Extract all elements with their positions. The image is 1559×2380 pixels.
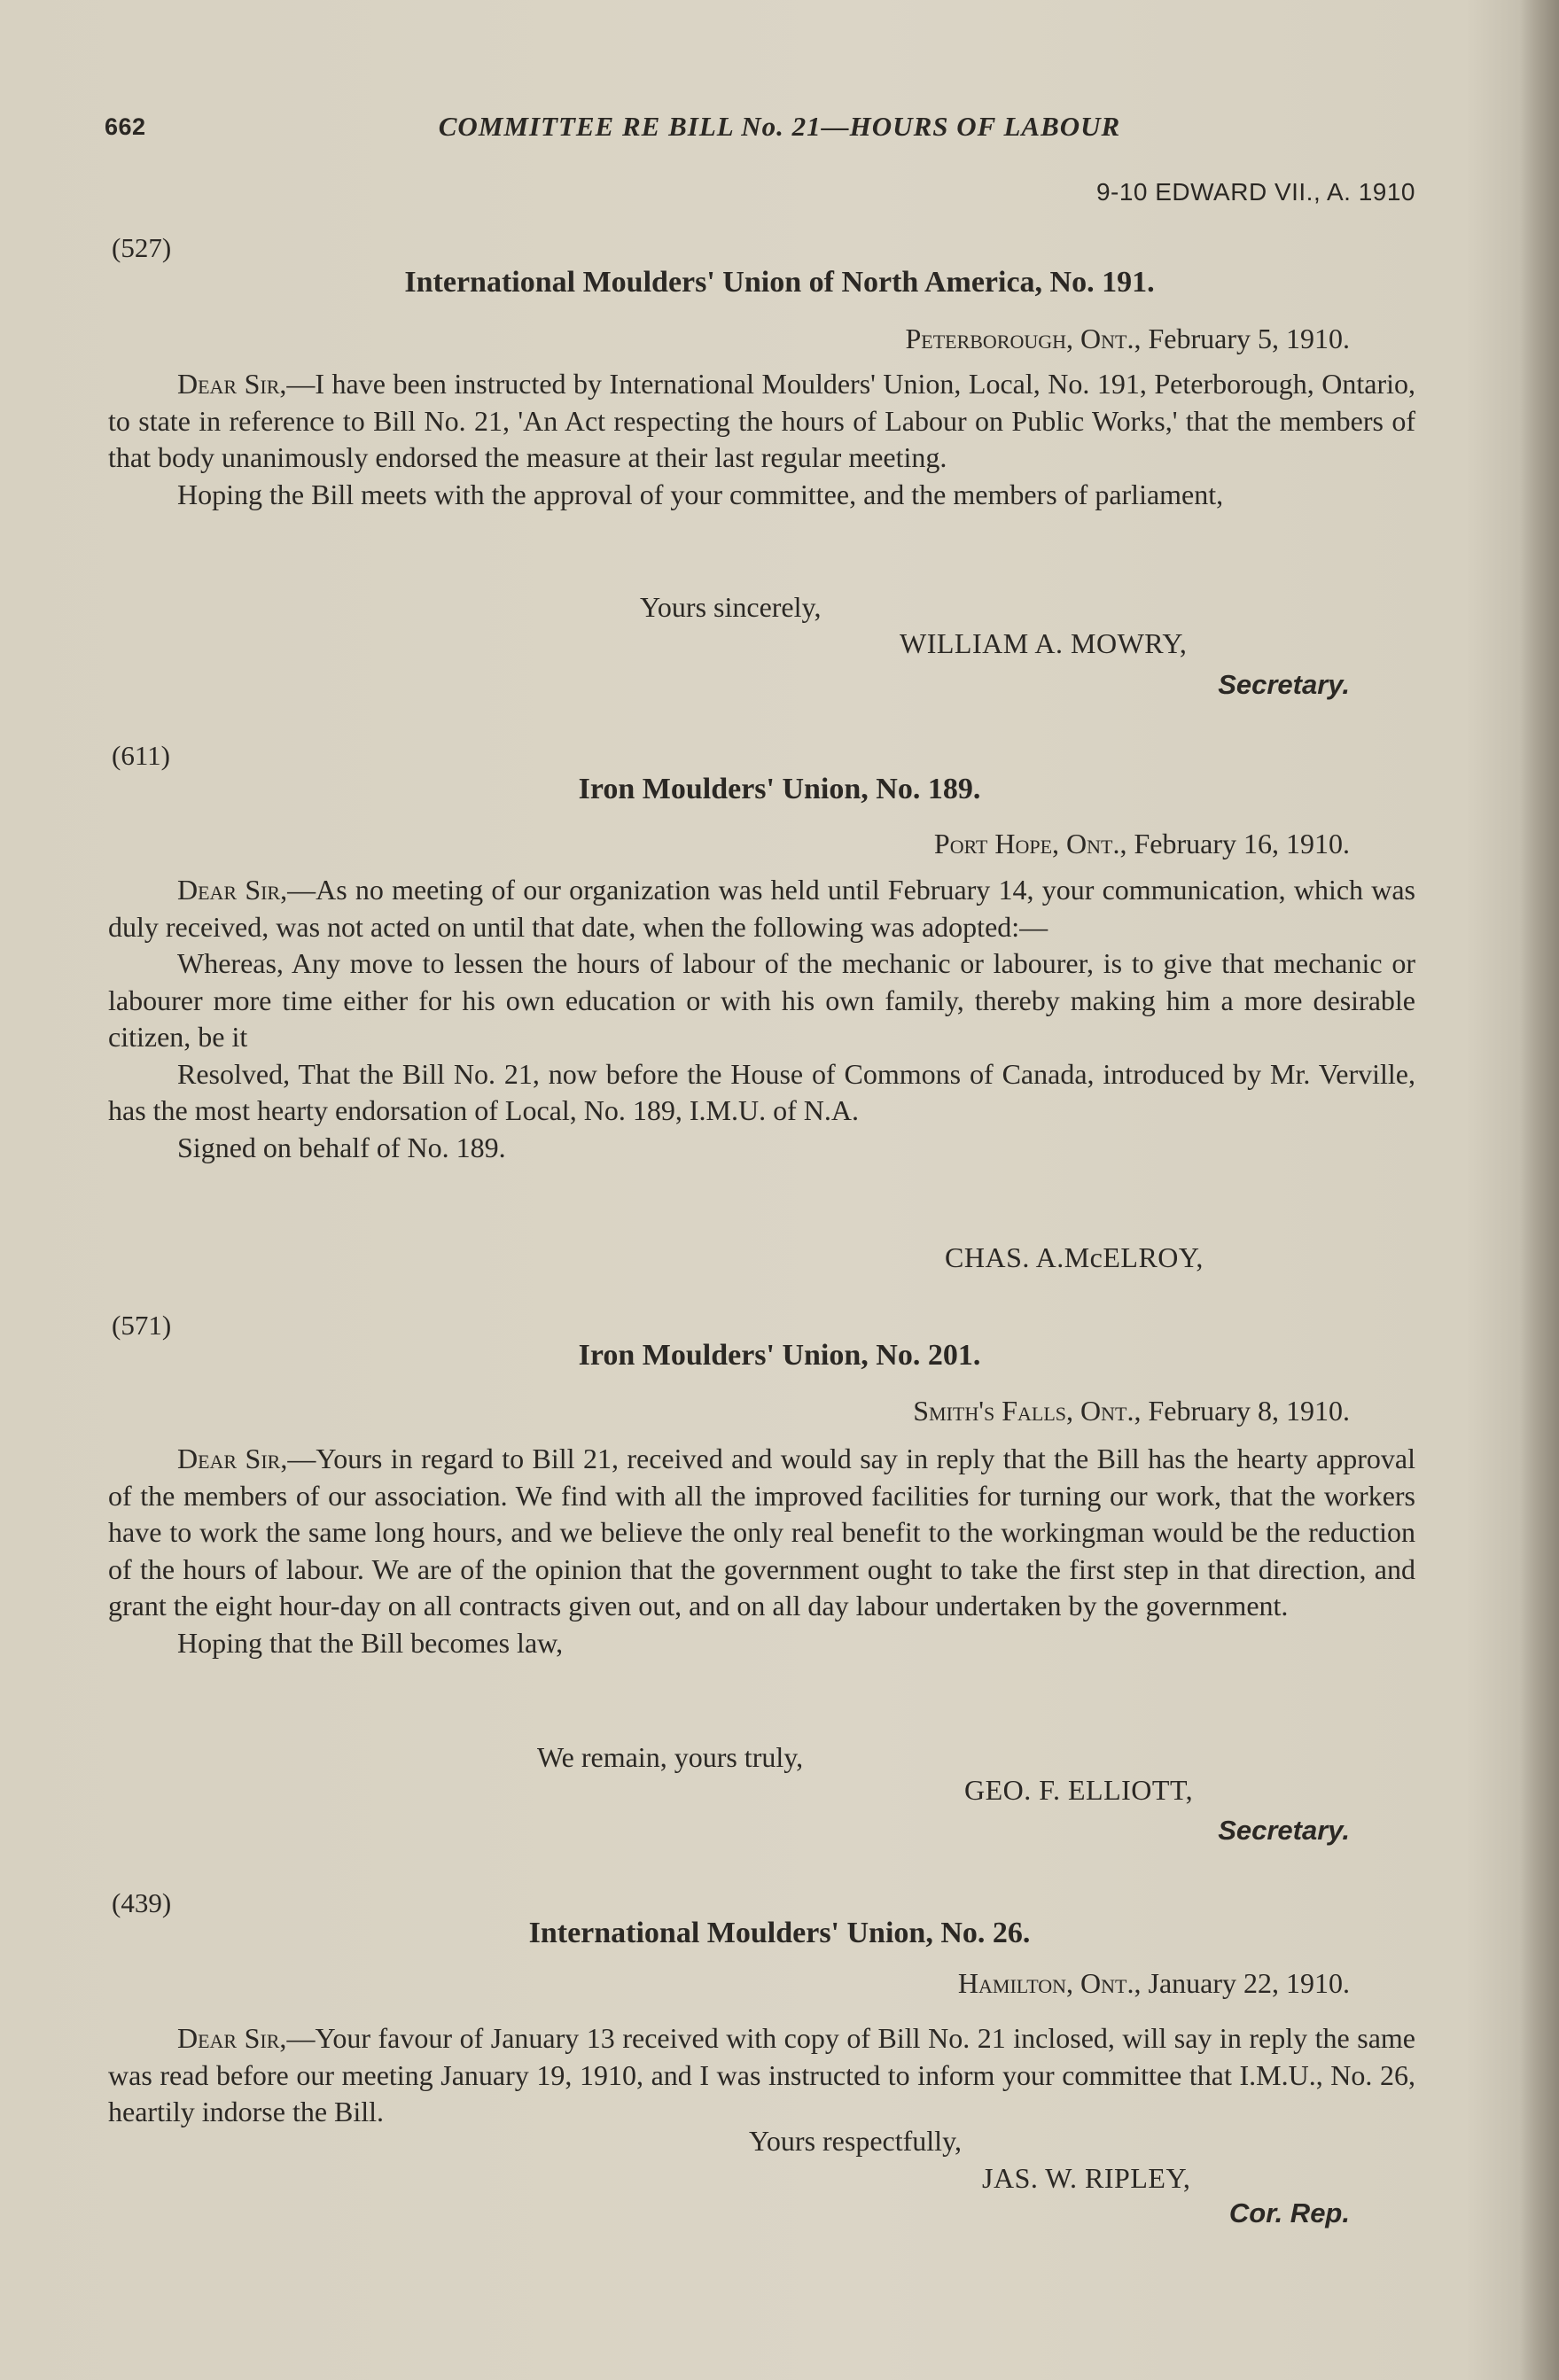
letter-signer-role: Secretary. <box>1218 669 1350 700</box>
letter-closing: Yours sincerely, <box>640 591 822 623</box>
running-title: COMMITTEE RE BILL No. 21—HOURS OF LABOUR <box>438 111 1121 142</box>
letter-paragraph: Resolved, That the Bill No. 21, now before the House of Commons of Canada, introduced by Mr. Verville, has the most hearty endorsation of Local, No. 189, I.M.U. of N.A. <box>108 1057 1415 1126</box>
salutation: Dear Sir, <box>177 1443 288 1474</box>
session-label: 9-10 EDWARD VII., A. 1910 <box>1095 178 1415 206</box>
letter-signer-role: Secretary. <box>1218 1815 1350 1846</box>
letter-place: Smith's Falls, Ont., <box>913 1395 1142 1427</box>
letter-date: January 22, 1910. <box>1148 1967 1350 1999</box>
letter-place: Hamilton, Ont., <box>957 1967 1142 1999</box>
letter-signer: WILLIAM A. MOWRY, <box>900 627 1188 659</box>
letter-paragraph: Dear Sir,—Your favour of January 13 received with copy of Bill No. 21 inclosed, will say in reply the same was read before our meeting January 19, 1910, and I was instructed to inform your committee that I.M.U., No. 26, heartily indorse the Bill. <box>108 2022 1416 2127</box>
letter-date: February 5, 1910. <box>1148 323 1350 354</box>
page-spine-shadow <box>1520 0 1559 2380</box>
letter-date: February 8, 1910. <box>1148 1395 1350 1427</box>
salutation: Dear Sir, <box>177 874 288 906</box>
salutation: Dear Sir, <box>177 2022 287 2054</box>
letter-signer-role: Cor. Rep. <box>1228 2197 1350 2228</box>
salutation: Dear Sir, <box>177 368 287 400</box>
letter-paragraph: Signed on behalf of No. 189. <box>177 1131 506 1163</box>
letter-place: Port Hope, Ont., <box>933 828 1127 859</box>
letter-body <box>108 366 1415 513</box>
letter-heading: International Moulders' Union, No. 26. <box>528 1917 1031 1949</box>
letter-dateline <box>934 828 1350 860</box>
letter-closing: We remain, yours truly, <box>537 1741 804 1773</box>
letter-signer: GEO. F. ELLIOTT, <box>964 1774 1194 1806</box>
letter-dateline <box>905 323 1350 355</box>
letter-heading: Iron Moulders' Union, No. 201. <box>578 1339 981 1372</box>
letter-paragraph: Dear Sir,—As no meeting of our organization was held until February 14, your communication, which was duly received, was not acted on until that date, when the following was adopted:— <box>108 874 1415 943</box>
letter-paragraph: Dear Sir,—I have been instructed by International Moulders' Union, Local, No. 191, Peterborough, Ontario, to state in reference to Bill No. 21, 'An Act respecting the hours of Labour on Public Works,' that the members of that body unanimously endorsed the measure at their last regular meeting. <box>108 368 1416 473</box>
letter-paragraph: Hoping the Bill meets with the approval of your committee, and the members of parliament, <box>177 478 1224 510</box>
letter-date: February 16, 1910. <box>1134 828 1350 859</box>
letter-paragraph: Dear Sir,—Yours in regard to Bill 21, received and would say in reply that the Bill has the hearty approval of the members of our association. We find with all the improved facilities for turning our work, that the workers have to work the same long hours, and we believe the only real benefit to the workingman would be the reduction of the hours of labour. We are of the opinion that the government ought to take the first step in that direction, and grant the eight hour-day on all contracts given out, and on all day labour undertaken by the government. <box>108 1443 1416 1622</box>
letter-dateline <box>958 1967 1350 2000</box>
letter-ref: (611) <box>112 740 170 771</box>
letter-closing: Yours respectfully, <box>749 2125 962 2157</box>
letter-body <box>108 1441 1415 1661</box>
letter-heading: International Moulders' Union of North America, No. 191. <box>404 266 1155 299</box>
letter-ref: (571) <box>112 1310 172 1341</box>
letter-body <box>108 872 1415 1166</box>
letter-dateline <box>913 1395 1350 1427</box>
letter-signer: CHAS. A.McELROY, <box>945 1241 1204 1273</box>
page-number: 662 <box>105 113 146 140</box>
letter-ref: (439) <box>112 1887 172 1918</box>
letter-body <box>108 2020 1415 2131</box>
letter-ref: (527) <box>112 232 172 263</box>
letter-place: Peterborough, Ont., <box>905 323 1142 354</box>
letter-paragraph: Whereas, Any move to lessen the hours of labour of the mechanic or labourer, is to give that mechanic or labourer more time either for his own education or with his own family, thereby making him a more desirable citizen, be it <box>108 947 1415 1053</box>
letter-signer: JAS. W. RIPLEY, <box>982 2162 1191 2194</box>
letter-paragraph: Hoping that the Bill becomes law, <box>177 1626 564 1659</box>
letter-heading: Iron Moulders' Union, No. 189. <box>578 773 981 805</box>
